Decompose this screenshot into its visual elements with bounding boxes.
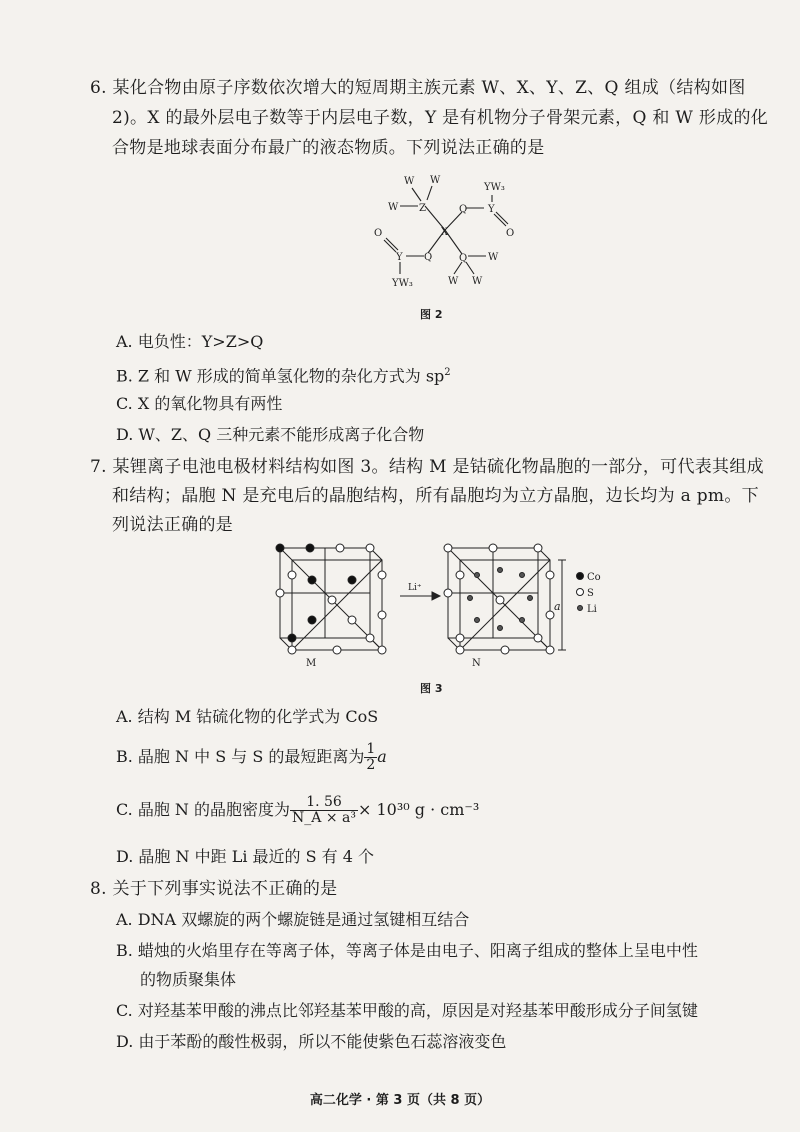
atom-label: W	[472, 276, 483, 287]
q6-option-c: C. X 的氧化物具有两性	[116, 394, 283, 413]
q7-option-a: A. 结构 M 钴硫化物的化学式为 CoS	[116, 707, 379, 726]
atom-label: W	[488, 252, 499, 263]
atom-label: YW₃	[484, 182, 505, 193]
atom-label: O	[374, 228, 383, 239]
atom-label: Y	[396, 252, 403, 263]
atom-label: W	[404, 176, 415, 187]
q7-figure-caption: 图 3	[420, 682, 443, 695]
q8-stem: 8. 关于下列事实说法不正确的是	[90, 879, 338, 899]
q8-option-d: D. 由于苯酚的酸性极弱，所以不能使紫色石蕊溶液变色	[116, 1032, 507, 1051]
q7-stem-line-3: 列说法正确的是	[112, 515, 234, 535]
atom-label: Z	[419, 203, 426, 214]
cell-m-label: M	[306, 658, 317, 669]
q6-structure-figure	[370, 168, 520, 293]
q7-option-c: C. 晶胞 N 的晶胞密度为 $\frac{1. 56}{\text{N\_A × a³}}$ × 10³⁰ g · cm⁻³	[116, 794, 480, 826]
q6-figure-caption: 图 2	[420, 308, 443, 321]
arrow-label: Li⁺	[408, 583, 422, 593]
q6-stem-line-3: 合物是地球表面分布最广的液态物质。下列说法正确的是	[112, 138, 545, 158]
q8-option-b-line-1: B. 蜡烛的火焰里存在等离子体，等离子体是由电子、阳离子组成的整体上呈电中性	[116, 941, 698, 960]
atom-label: Q	[459, 253, 468, 264]
q6-stem-line-2: 2)。X 的最外层电子数等于内层电子数，Y 是有机物分子骨架元素，Q 和 W 形成的化	[112, 108, 769, 128]
q8-option-a: A. DNA 双螺旋的两个螺旋链是通过氢键相互结合	[116, 910, 470, 929]
q7-option-b: B. 晶胞 N 中 S 与 S 的最短距离为 $\frac{1}{2}$ a	[116, 741, 387, 773]
q8-option-c: C. 对羟基苯甲酸的沸点比邻羟基苯甲酸的高，原因是对羟基苯甲酸形成分子间氢键	[116, 1001, 698, 1020]
reaction-arrow	[400, 592, 440, 600]
atom-label: Q	[459, 204, 468, 215]
q8-option-b-line-2: 的物质聚集体	[140, 970, 237, 989]
atom-label: Q	[424, 252, 433, 263]
q7-crystal-figure	[272, 540, 612, 670]
q6-structure-atom-labels	[374, 175, 514, 289]
atom-label: O	[506, 228, 515, 239]
q7-stem-line-1: 7. 某锂离子电池电极材料结构如图 3。结构 M 是钴硫化物晶胞的一部分，可代表其组成	[90, 457, 764, 477]
atom-label: Y	[488, 204, 495, 215]
atom-label: W	[388, 202, 399, 213]
fraction-one-half: $\frac{1}{2}$	[366, 741, 376, 773]
atom-label: W	[448, 276, 459, 287]
legend-co: Co	[587, 572, 601, 583]
atom-label: X	[441, 227, 449, 238]
q6-stem-line-1: 6. 某化合物由原子序数依次增大的短周期主族元素 W、X、Y、Z、Q 组成（结构如图	[90, 78, 746, 98]
legend-s: S	[587, 588, 594, 599]
q6-option-d: D. W、Z、Q 三种元素不能形成离子化合物	[116, 425, 425, 444]
legend-li: Li	[587, 604, 597, 615]
atom-label: W	[430, 175, 441, 186]
legend	[577, 572, 601, 615]
q6-option-a: A. 电负性：Y>Z>Q	[116, 332, 264, 351]
q7-option-d: D. 晶胞 N 中距 Li 最近的 S 有 4 个	[116, 847, 375, 866]
atom-label: YW₃	[392, 278, 413, 289]
density-fraction: $\frac{1. 56}{\text{N\_A × a³}}$	[292, 794, 356, 826]
page-footer: 高二化学 · 第 3 页（共 8 页）	[309, 1093, 491, 1108]
cell-n-label: N	[472, 658, 481, 669]
edge-length-label: a	[554, 600, 561, 613]
q7-stem-line-2: 和结构；晶胞 N 是充电后的晶胞结构，所有晶胞均为立方晶胞，边长均为 a pm。下	[112, 486, 759, 506]
q6-option-b: B. Z 和 W 形成的简单氢化物的杂化方式为 $sp^2$	[116, 366, 451, 386]
